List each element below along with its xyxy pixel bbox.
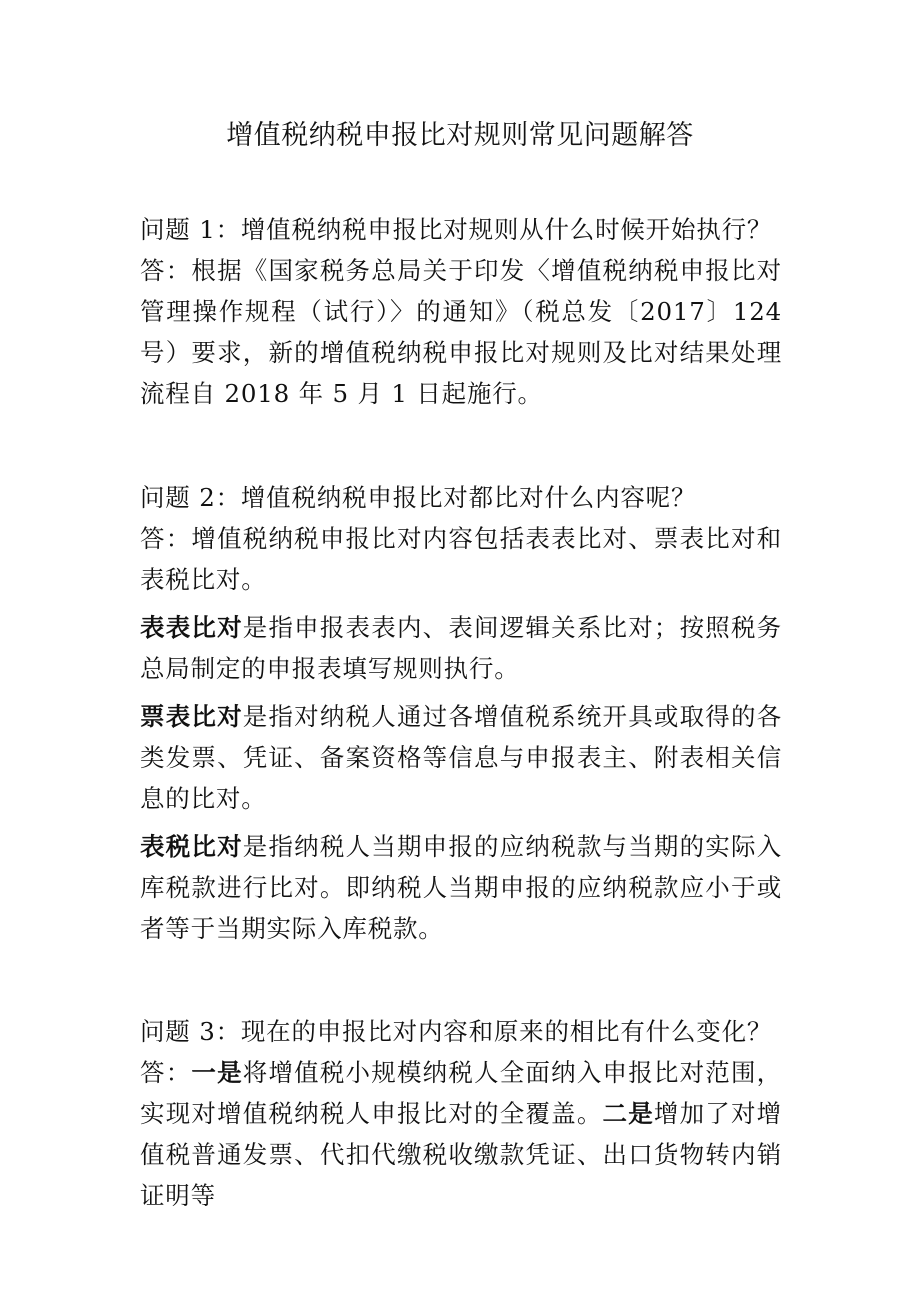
- question-1-section: [140, 209, 782, 414]
- question-2-section: [140, 477, 782, 949]
- answer-prefix: 答：: [140, 524, 192, 553]
- question-1-text: 问题 1：增值税纳税申报比对规则从什么时候开始执行？: [140, 215, 773, 244]
- definition-term: 表表比对: [140, 613, 243, 642]
- definition-term: 票表比对: [140, 702, 243, 731]
- point-1-term: 一是: [191, 1058, 243, 1087]
- document-title: 增值税纳税申报比对规则常见问题解答: [226, 120, 694, 151]
- question-3-text: 问题 3：现在的申报比对内容和原来的相比有什么变化？: [140, 1017, 773, 1046]
- definition-invoice-table: [140, 696, 782, 819]
- answer-2-paragraph: [140, 518, 782, 600]
- question-3-section: [140, 1011, 782, 1216]
- point-1-text: 将增值税小规模纳税人全面纳入申报比对范围，实现对增值税纳税人申报比对的全覆盖。: [140, 1058, 782, 1128]
- definition-table-table: [140, 607, 782, 689]
- definition-text: 是指纳税人当期申报的应纳税款与当期的实际入库税款进行比对。即纳税人当期申报的应纳税款应小于或者等于当期实际入库税款。: [140, 832, 782, 943]
- definition-term: 表税比对: [140, 832, 243, 861]
- definition-text: 是指申报表表内、表间逻辑关系比对；按照税务总局制定的申报表填写规则执行。: [140, 613, 782, 683]
- question-2-text: 问题 2：增值税纳税申报比对都比对什么内容呢？: [140, 483, 697, 512]
- definition-table-tax: [140, 826, 782, 949]
- point-2-text: 增加了对增值税普通发票、代扣代缴税收缴款凭证、出口货物转内销证明等: [140, 1099, 782, 1210]
- definition-text: 是指对纳税人通过各增值税系统开具或取得的各类发票、凭证、备案资格等信息与申报表主、附表相关信息的比对。: [140, 702, 782, 813]
- point-2-term: 二是: [602, 1099, 654, 1128]
- answer-prefix: 答：: [140, 256, 192, 285]
- answer-2-text: 增值税纳税申报比对内容包括表表比对、票表比对和表税比对。: [140, 524, 782, 594]
- answer-prefix: 答：: [140, 1058, 192, 1087]
- answer-1-text: 根据《国家税务总局关于印发〈增值税纳税申报比对管理操作规程（试行）〉的通知》（税总发〔2017〕124 号）要求，新的增值税纳税申报比对规则及比对结果处理流程自 2018 年 5 月 1 日起施行。: [140, 256, 782, 408]
- answer-1-paragraph: [140, 250, 782, 414]
- answer-3-paragraph: [140, 1052, 782, 1216]
